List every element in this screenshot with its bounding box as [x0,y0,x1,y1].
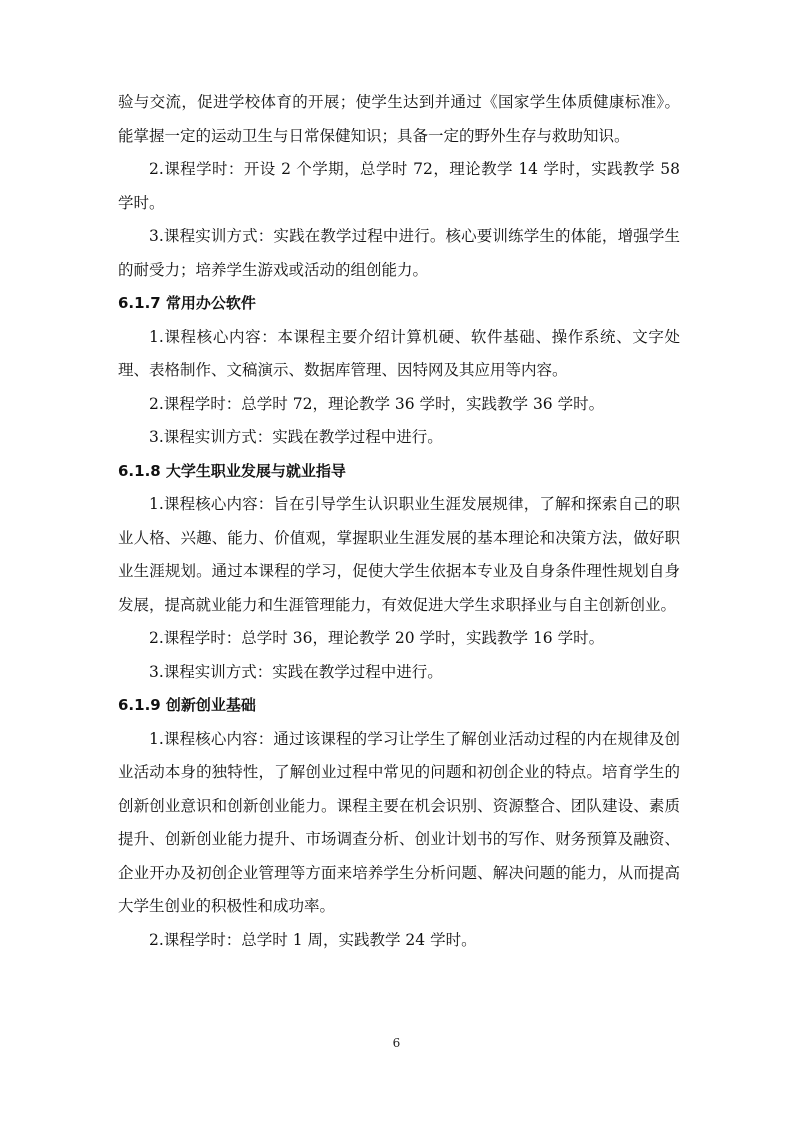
paragraph-entrepreneurship-hours: 2.课程学时：总学时 1 周，实践教学 24 学时。 [149,930,477,949]
section-heading-office-software: 6.1.7 常用办公软件 [118,294,256,312]
paragraph-office-training: 3.课程实训方式：实践在教学过程中进行。 [149,428,443,446]
paragraph-career-training: 3.课程实训方式：实践在教学过程中进行。 [149,662,443,681]
paragraph-pe-hours: 2.课程学时：开设 2 个学期，总学时 72，理论教学 14 学时，实践教学 58 学时。 [118,160,680,212]
paragraph-office-content: 1.课程核心内容：本课程主要介绍计算机硬、软件基础、操作系统、文字处理、表格制作、文稿演示、数据库管理、因特网及其应用等内容。 [118,327,680,379]
paragraph-entrepreneurship-content: 1.课程核心内容：通过该课程的学习让学生了解创业活动过程的内在规律及创业活动本身的独特性，了解创业过程中常见的问题和初创企业的特点。培育学生的创新创业意识和创新创业能力。课程主要在机会识别、资源整合、团队建设、素质提升、创新创业能力提升、市场调查分析、创业计划书的写作、财务预算及融资、企业开办及初创企业管理等方面来培养学生分析问题、解决问题的能力，从而提高大学生创业的积极性和成功率。 [118,729,680,915]
paragraph-career-content: 1.课程核心内容：旨在引导学生认识职业生涯发展规律，了解和探索自己的职业人格、兴趣、能力、价值观，掌握职业生涯发展的基本理论和决策方法，做好职业生涯规划。通过本课程的学习，促使大学生依据本专业及自身条件理性规划自身发展，提高就业能力和生涯管理能力，有效促进大学生求职择业与自主创新创业。 [118,495,680,614]
paragraph-career-hours: 2.课程学时：总学时 36，理论教学 20 学时，实践教学 16 学时。 [149,629,605,647]
document-body [118,86,680,957]
section-heading-entrepreneurship: 6.1.9 创新创业基础 [118,696,256,714]
page-number: 6 [392,1036,401,1050]
paragraph-pe-training: 3.课程实训方式：实践在教学过程中进行。核心要训练学生的体能，增强学生的耐受力；培养学生游戏或活动的组创能力。 [118,227,680,279]
paragraph-office-hours: 2.课程学时：总学时 72，理论教学 36 学时，实践教学 36 学时。 [149,394,605,413]
section-heading-career-guidance: 6.1.8 大学生职业发展与就业指导 [118,461,346,480]
paragraph-pe-goals: 验与交流，促进学校体育的开展；使学生达到并通过《国家学生体质健康标准》。能掌握一定的运动卫生与日常保健知识；具备一定的野外生存与救助知识。 [118,93,680,145]
